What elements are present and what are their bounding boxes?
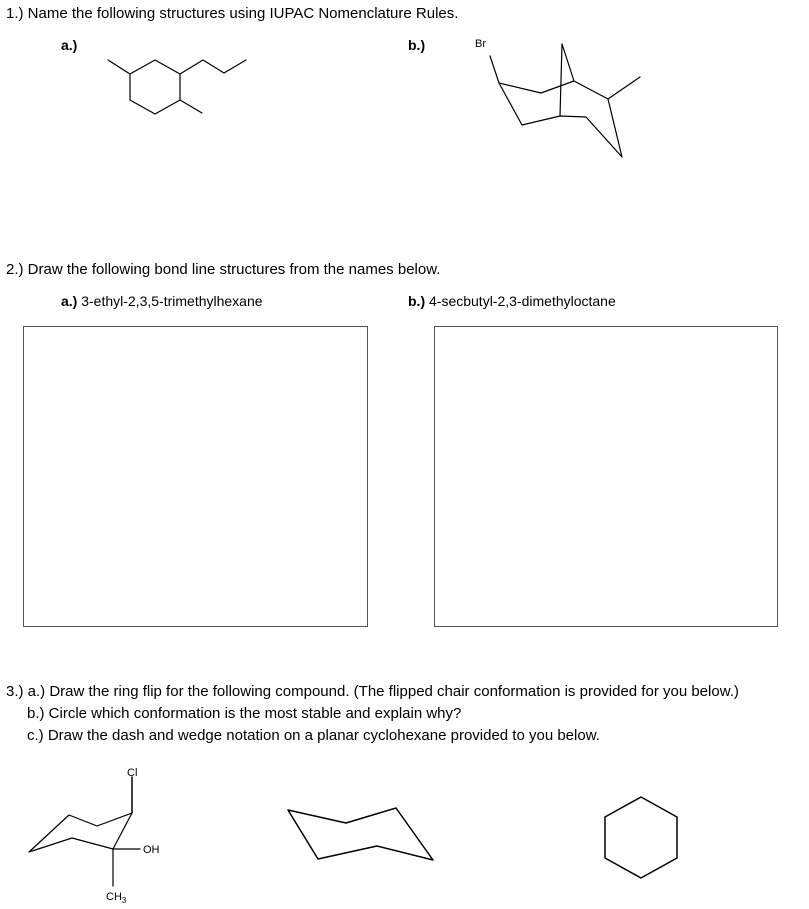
q1a-cyclohexane-structure xyxy=(108,60,246,114)
q1b-chair-structure xyxy=(475,38,640,157)
q2a-drawing-box[interactable] xyxy=(23,326,368,627)
atom-br: Br xyxy=(475,38,486,50)
question-3b-prompt: b.) Circle which conformation is the most stable and explain why? xyxy=(27,705,462,722)
q1-part-a-label: a.) xyxy=(61,37,78,53)
q1-part-b-label: b.) xyxy=(408,37,426,53)
q3a-chair-structure xyxy=(29,767,160,905)
q2-part-b xyxy=(408,293,616,310)
atom-oh: OH xyxy=(143,844,160,856)
q2-part-a xyxy=(61,293,263,310)
atom-cl: Cl xyxy=(127,767,138,779)
question-1-prompt: 1.) Name the following structures using IUPAC Nomenclature Rules. xyxy=(6,5,459,22)
question-2-prompt: 2.) Draw the following bond line structures from the names below. xyxy=(6,261,441,278)
planar-cyclohexane-structure xyxy=(605,797,677,878)
question-3c-prompt: c.) Draw the dash and wedge notation on a planar cyclohexane provided to you below. xyxy=(27,727,600,744)
atom-ch3: $CH_3$ xyxy=(106,891,127,905)
q2-part-a-name: 3-ethyl-2,3,5-trimethylhexane xyxy=(81,293,263,309)
q2-part-b-name: 4-secbutyl-2,3-dimethyloctane xyxy=(429,293,616,309)
question-3a-prompt: 3.) a.) Draw the ring flip for the following compound. (The flipped chair conformation is provided for you below.) xyxy=(6,683,739,700)
q2b-drawing-box[interactable] xyxy=(434,326,778,627)
flipped-chair-structure xyxy=(288,808,433,860)
q2-part-a-label: a.) xyxy=(61,293,78,309)
q2-part-b-label: b.) xyxy=(408,293,426,309)
